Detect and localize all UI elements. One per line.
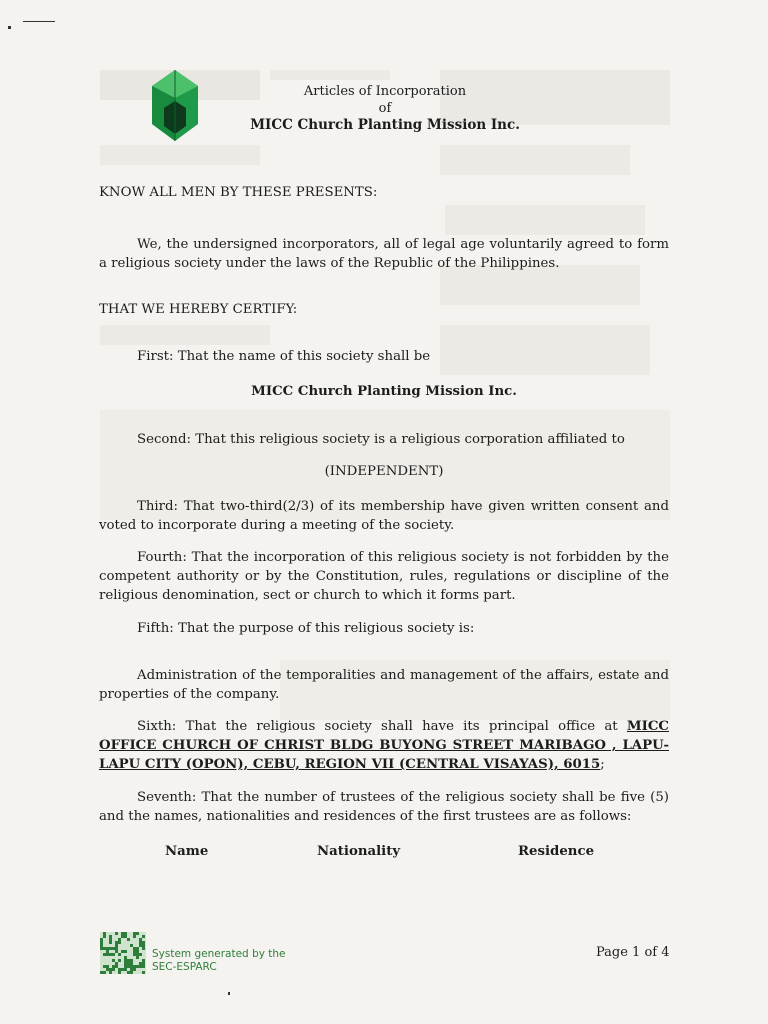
table-header-nationality: Nationality bbox=[317, 844, 401, 859]
certify-heading: THAT WE HEREBY CERTIFY: bbox=[99, 302, 298, 317]
know-all-heading: KNOW ALL MEN BY THESE PRESENTS: bbox=[99, 185, 378, 200]
affiliation: (INDEPENDENT) bbox=[324, 464, 444, 479]
sixth-prefix: Sixth: That the religious society shall have its principal office at bbox=[137, 719, 618, 734]
table-header-residence: Residence bbox=[518, 844, 595, 859]
qr-code bbox=[100, 932, 146, 974]
document-header bbox=[240, 83, 530, 134]
society-name: MICC Church Planting Mission Inc. bbox=[251, 384, 517, 399]
scan-mark bbox=[23, 21, 55, 22]
seventh-clause: Seventh: That the number of trustees of the religious society shall be five (5) and the names, nationalities and residences of the first trustees are as follows: bbox=[99, 790, 669, 824]
header-of: of bbox=[378, 101, 392, 116]
third-clause: Third: That two-third(2/3) of its membership have given written consent and voted to incorporate during a meeting of the society. bbox=[99, 499, 669, 533]
second-clause: Second: That this religious society is a religious corporation affiliated to bbox=[137, 432, 625, 447]
system-line-2: SEC-ESPARC bbox=[152, 961, 217, 973]
first-clause: First: That the name of this society shall be bbox=[137, 349, 431, 364]
intro-paragraph: We, the undersigned incorporators, all of legal age voluntarily agreed to form a religious society under the laws of the Republic of the Philippines. bbox=[99, 237, 669, 271]
header-title: Articles of Incorporation bbox=[303, 84, 467, 99]
header-org-name: MICC Church Planting Mission Inc. bbox=[250, 117, 520, 133]
purpose-paragraph: Administration of the temporalities and management of the affairs, estate and properties of the company. bbox=[99, 668, 669, 702]
green-diamond-logo bbox=[150, 68, 200, 143]
system-generated-note bbox=[152, 948, 286, 974]
system-line-1: System generated by the bbox=[152, 948, 286, 960]
scan-mark bbox=[228, 992, 230, 995]
fourth-clause: Fourth: That the incorporation of this religious society is not forbidden by the competent authority or by the Constitution, rules, regulations or discipline of the religious denomination, sect or church to which it forms part. bbox=[99, 550, 669, 603]
scan-mark bbox=[8, 26, 11, 29]
fifth-clause: Fifth: That the purpose of this religious society is: bbox=[137, 621, 475, 636]
table-header-name: Name bbox=[165, 844, 209, 859]
sixth-clause bbox=[99, 717, 669, 774]
page-number: Page 1 of 4 bbox=[596, 945, 670, 960]
office-address: MICC OFFICE CHURCH OF CHRIST BLDG BUYONG STREET MARIBAGO , LAPU-LAPU CITY (OPON), CEBU, REGION VII (CENTRAL VISAYAS), 6015 bbox=[99, 719, 669, 772]
sixth-suffix: ; bbox=[600, 757, 605, 772]
